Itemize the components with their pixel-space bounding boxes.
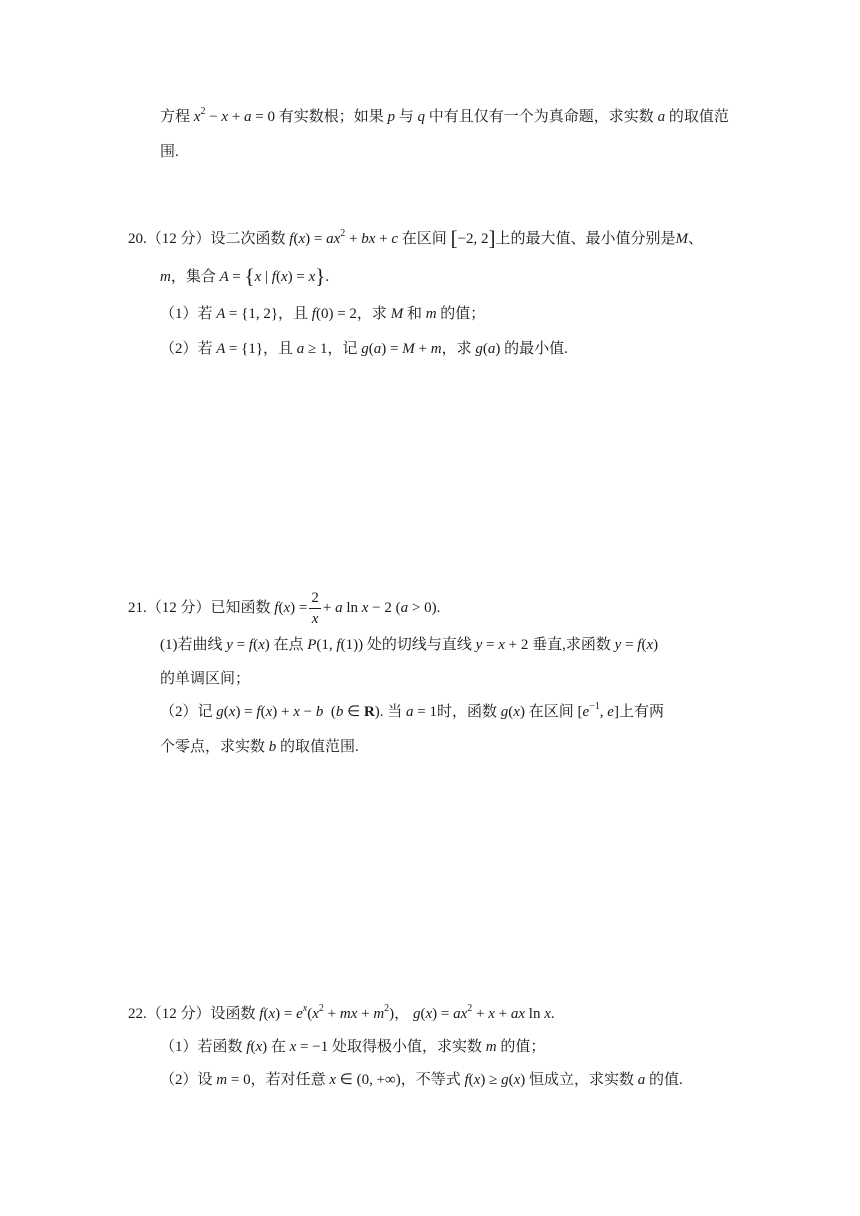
math-condition: a = 1 — [406, 704, 438, 720]
math-definition: g(a) = M + m — [361, 341, 442, 357]
text: 的值； — [500, 1039, 546, 1055]
text: ， — [394, 1006, 410, 1022]
math-var-m: m — [485, 1039, 497, 1055]
part-label: （2）记 — [160, 704, 213, 720]
text: 个零点，求实数 — [160, 739, 266, 755]
math-function-def-g: $g(x) = ax^2 + x$ + ax ln x — [412, 1003, 551, 1022]
math-var-a: a — [637, 1072, 646, 1088]
text: 上有两 — [618, 704, 664, 720]
text: 中有且仅有一个为真命题，求实数 — [428, 109, 654, 125]
math-condition: a ≥ 1 — [296, 341, 328, 357]
q20-stem-line2: m，集合 A = {x | f(x) = x}. — [160, 264, 330, 288]
question-score: （12 分） — [146, 1006, 211, 1022]
math-domain: x ∈ (0, +∞) — [329, 1072, 401, 1088]
text: 、 — [688, 231, 704, 247]
text: 围. — [160, 144, 179, 160]
math-function: g(x) — [500, 704, 525, 720]
text: 时，函数 — [437, 704, 498, 720]
text: 和 — [406, 306, 422, 322]
math-function-def-f: $f(x) = e^x(x^2$ + mx + $m^2$) — [259, 1003, 395, 1022]
math-function-def: $f(x) = ax^2$ + bx + c — [289, 228, 399, 247]
q21-part2-line1 — [160, 700, 664, 724]
text: ，求 — [441, 341, 472, 357]
q19-continuation-line1 — [160, 105, 729, 129]
text: 方程 — [160, 109, 191, 125]
question-score: （12 分） — [146, 231, 211, 247]
math-set: A = {1, 2} — [216, 306, 279, 322]
text: ，且 — [263, 341, 294, 357]
fraction-numerator: 2 — [309, 588, 321, 609]
math-condition: m = 0 — [216, 1072, 251, 1088]
text: 在区间 — [401, 231, 447, 247]
math-function-def: f(x) = $\frac{2}{x}$ + a ln x − 2 (a > 0). — [274, 590, 441, 628]
math-var-M: M — [675, 231, 689, 247]
q19-continuation-line2 — [160, 140, 179, 164]
question-score: （12 分） — [146, 600, 211, 616]
text: 上的最大值、最小值分别是 — [495, 231, 676, 247]
text: 处取得极小值，求实数 — [331, 1039, 482, 1055]
text: 在 — [270, 1039, 286, 1055]
math-set-def: A = {x | f(x) = x} — [219, 264, 326, 288]
text: ，求 — [356, 306, 387, 322]
text: 的值. — [649, 1072, 683, 1088]
q21-part1-line1 — [160, 633, 658, 657]
text: 已知函数 — [210, 600, 271, 616]
text: 处的切线与直线 — [366, 637, 472, 653]
part-label: （2）若 — [160, 341, 213, 357]
text: 垂直,求函数 — [532, 637, 611, 653]
math-expression: g(a) — [475, 341, 501, 357]
text: 的最小值. — [504, 341, 568, 357]
text: 设二次函数 — [210, 231, 286, 247]
question-number: 20. — [128, 231, 147, 247]
text: 恒成立，求实数 — [529, 1072, 635, 1088]
q22-stem: 22.（12 分）设函数 $f(x) = e^x(x^2$ + mx + $m^2$)， $g(x) = ax^2 + x$ + ax ln x. — [128, 1003, 555, 1022]
text: ，集合 — [170, 269, 216, 285]
math-set: A = {1} — [216, 341, 264, 357]
text: ，若对任意 — [250, 1072, 326, 1088]
math-var-b: b — [268, 739, 277, 755]
math-condition: f(0) = 2 — [311, 306, 357, 322]
math-var-q: q — [417, 109, 426, 125]
math-inequality: f(x) ≥ g(x) — [464, 1072, 526, 1088]
question-number: 22. — [128, 1006, 147, 1022]
text: ，且 — [278, 306, 309, 322]
math-function: f(x) — [246, 1039, 268, 1055]
text: 有实数根；如果 — [278, 109, 384, 125]
text: 的取值范围. — [280, 739, 359, 755]
math-interval: [−2, 2] — [450, 226, 496, 250]
math-line: y = x + 2 — [475, 637, 529, 653]
fraction-denominator: x — [311, 611, 319, 628]
text: ，记 — [327, 341, 358, 357]
math-var-a: a — [657, 109, 666, 125]
text: 在点 — [273, 637, 304, 653]
math-equation: $x^2 - x + a = 0$ — [193, 106, 276, 125]
q21-part1-line2 — [160, 667, 250, 691]
q21-stem — [128, 588, 440, 629]
q20-part1 — [160, 302, 485, 326]
math-condition: x = −1 — [289, 1039, 329, 1055]
q20-stem-line1 — [128, 226, 703, 251]
math-function: y = f(x) — [614, 637, 659, 653]
part-label: (1)若曲线 — [160, 637, 223, 653]
q22-part1 — [160, 1035, 545, 1059]
text: ，不等式 — [400, 1072, 461, 1088]
math-point: P(1, f(1)) — [307, 637, 364, 653]
part-label: （1）若函数 — [160, 1039, 243, 1055]
math-var-M: M — [390, 306, 404, 322]
text: 与 — [398, 109, 414, 125]
q22-part2 — [160, 1068, 683, 1092]
q20-part2 — [160, 337, 568, 361]
question-number: 21. — [128, 600, 147, 616]
part-label: （2）设 — [160, 1072, 213, 1088]
math-var-p: p — [387, 109, 396, 125]
math-fraction — [309, 588, 321, 629]
text: 的单调区间； — [160, 671, 251, 687]
text: 的取值范 — [668, 109, 729, 125]
math-interval: [$e^{-1}$, e] — [577, 701, 619, 720]
math-curve: y = f(x) — [226, 637, 270, 653]
text: 设函数 — [210, 1006, 256, 1022]
part-label: （1）若 — [160, 306, 213, 322]
q21-part2-line2 — [160, 735, 359, 759]
math-definition: g(x) = f(x) + x − b (b ∈ R) — [216, 704, 380, 720]
math-var-m: m — [425, 306, 437, 322]
text: 的值； — [440, 306, 486, 322]
math-var-m: m — [160, 269, 171, 285]
text: 在区间 — [528, 704, 574, 720]
text: . 当 — [379, 704, 403, 720]
